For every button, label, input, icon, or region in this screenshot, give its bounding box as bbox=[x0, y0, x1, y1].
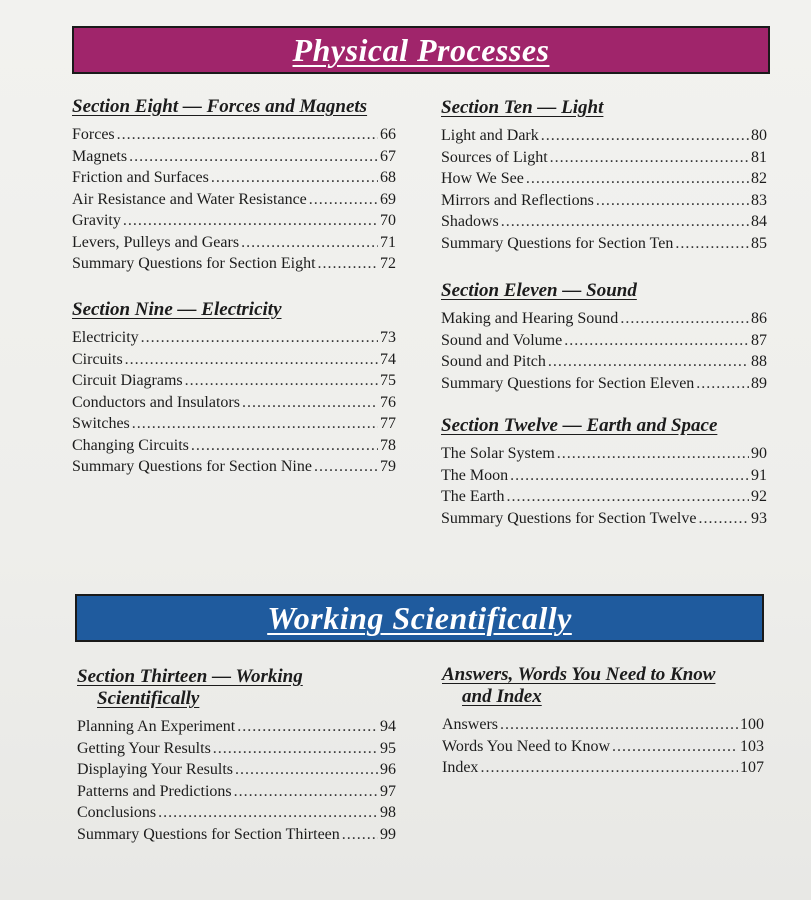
toc-entry-label: The Solar System bbox=[441, 445, 555, 462]
dot-leader bbox=[696, 373, 749, 395]
dot-leader bbox=[213, 738, 378, 760]
toc-entry-label: Magnets bbox=[72, 147, 128, 165]
toc-entry-page: 96 bbox=[380, 761, 396, 778]
toc-list bbox=[72, 124, 396, 275]
toc-entry-page: 97 bbox=[380, 782, 396, 800]
toc-entry-label: The Moon bbox=[441, 466, 509, 484]
toc-entry-page: 99 bbox=[380, 825, 396, 843]
section-title: Section Eight — Forces and Magnets bbox=[72, 96, 368, 117]
toc-entry bbox=[77, 738, 396, 760]
toc-entry-label: Summary Questions for Section Twelve bbox=[441, 509, 697, 527]
dot-leader bbox=[235, 759, 378, 781]
toc-entry-page: 66 bbox=[380, 126, 396, 143]
dot-leader bbox=[500, 714, 738, 736]
toc-entry-label: Summary Questions for Section Eight bbox=[72, 255, 316, 272]
toc-entry-label: Sources of Light bbox=[441, 148, 548, 166]
section-title bbox=[442, 664, 764, 708]
toc-entry bbox=[77, 802, 396, 824]
toc-entry-label: Sound and Pitch bbox=[441, 353, 546, 370]
dot-leader bbox=[141, 327, 378, 349]
dot-leader bbox=[596, 190, 749, 212]
dot-leader bbox=[557, 443, 749, 465]
toc-entry-label: Gravity bbox=[72, 212, 121, 229]
section-answers bbox=[442, 664, 764, 779]
dot-leader bbox=[125, 349, 378, 371]
toc-entry-label: Forces bbox=[72, 126, 115, 143]
toc-list bbox=[77, 716, 396, 845]
section-title: Section Twelve — Earth and Space bbox=[441, 415, 718, 436]
toc-entry-label: How We See bbox=[441, 170, 524, 187]
dot-leader bbox=[612, 736, 738, 758]
toc-entry-page: 73 bbox=[380, 329, 396, 346]
dot-leader bbox=[548, 351, 749, 373]
toc-entry-label: Circuit Diagrams bbox=[72, 372, 183, 389]
toc-entry-label: Electricity bbox=[72, 329, 139, 346]
toc-entry-page: 83 bbox=[751, 191, 767, 209]
toc-entry bbox=[441, 168, 767, 190]
banner-title: Physical Processes bbox=[292, 31, 550, 68]
toc-entry bbox=[77, 716, 396, 738]
toc-entry bbox=[77, 781, 396, 803]
toc-entry bbox=[72, 253, 396, 275]
toc-entry-page: 100 bbox=[740, 716, 764, 733]
section-title: Section Nine — Electricity bbox=[72, 299, 282, 320]
toc-entry-page: 95 bbox=[380, 739, 396, 757]
toc-entry-page: 76 bbox=[380, 393, 396, 411]
dot-leader bbox=[191, 435, 378, 457]
dot-leader bbox=[117, 124, 378, 146]
toc-entry-page: 80 bbox=[751, 127, 767, 144]
toc-entry-page: 81 bbox=[751, 148, 767, 166]
toc-entry bbox=[72, 232, 396, 254]
toc-entry-page: 90 bbox=[751, 445, 767, 462]
section-eleven bbox=[441, 280, 767, 394]
section-nine bbox=[72, 299, 396, 478]
working-scientifically-banner bbox=[75, 594, 764, 642]
section-title: Section Eleven — Sound bbox=[441, 280, 637, 301]
section-title: Section Ten — Light bbox=[441, 97, 604, 118]
toc-entry-page: 72 bbox=[380, 255, 396, 272]
dot-leader bbox=[132, 413, 378, 435]
toc-entry bbox=[441, 465, 767, 487]
toc-entry-page: 67 bbox=[380, 147, 396, 165]
section-thirteen bbox=[77, 666, 396, 845]
toc-entry bbox=[441, 308, 767, 330]
dot-leader bbox=[123, 210, 378, 232]
dot-leader bbox=[564, 330, 749, 352]
toc-entry-page: 82 bbox=[751, 170, 767, 187]
toc-entry bbox=[442, 714, 764, 736]
dot-leader bbox=[241, 232, 378, 254]
toc-entry bbox=[72, 456, 396, 478]
toc-entry bbox=[441, 147, 767, 169]
dot-leader bbox=[158, 802, 378, 824]
toc-entry bbox=[442, 757, 764, 779]
toc-entry-label: The Earth bbox=[441, 488, 505, 505]
toc-entry-page: 77 bbox=[380, 415, 396, 432]
section-title bbox=[77, 666, 396, 710]
toc-entry-page: 103 bbox=[740, 737, 764, 755]
toc-list bbox=[441, 308, 767, 394]
dot-leader bbox=[526, 168, 749, 190]
section-eight bbox=[72, 96, 396, 275]
toc-entry-page: 85 bbox=[751, 234, 767, 252]
toc-entry-page: 84 bbox=[751, 213, 767, 230]
toc-entry bbox=[441, 125, 767, 147]
toc-entry bbox=[441, 190, 767, 212]
toc-entry-label: Conclusions bbox=[77, 804, 157, 821]
toc-entry bbox=[442, 736, 764, 758]
toc-entry-page: 75 bbox=[380, 372, 396, 389]
dot-leader bbox=[480, 757, 738, 779]
toc-entry-label: Making and Hearing Sound bbox=[441, 310, 619, 327]
dot-leader bbox=[675, 233, 749, 255]
toc-entry-page: 86 bbox=[751, 310, 767, 327]
toc-entry-label: Summary Questions for Section Nine bbox=[72, 458, 312, 475]
toc-entry-label: Planning An Experiment bbox=[77, 718, 236, 735]
toc-entry-page: 91 bbox=[751, 466, 767, 484]
toc-entry-label: Words You Need to Know bbox=[442, 737, 611, 755]
toc-entry-label: Switches bbox=[72, 415, 130, 432]
toc-entry bbox=[441, 508, 767, 530]
dot-leader bbox=[510, 465, 749, 487]
toc-entry bbox=[441, 233, 767, 255]
section-twelve bbox=[441, 415, 767, 529]
dot-leader bbox=[129, 146, 378, 168]
toc-entry-label: Air Resistance and Water Resistance bbox=[72, 190, 307, 208]
toc-entry-label: Summary Questions for Section Ten bbox=[441, 234, 674, 252]
toc-entry-page: 98 bbox=[380, 804, 396, 821]
dot-leader bbox=[237, 716, 378, 738]
dot-leader bbox=[501, 211, 749, 233]
dot-leader bbox=[342, 824, 378, 846]
toc-entry bbox=[72, 210, 396, 232]
section-title-line1: Section Thirteen — Working bbox=[77, 666, 303, 687]
toc-entry-page: 107 bbox=[740, 759, 764, 776]
toc-entry-label: Sound and Volume bbox=[441, 331, 563, 349]
toc-entry-page: 88 bbox=[751, 353, 767, 370]
toc-entry-label: Summary Questions for Section Eleven bbox=[441, 374, 695, 392]
toc-entry bbox=[72, 413, 396, 435]
toc-entry-label: Answers bbox=[442, 716, 498, 733]
toc-entry-label: Displaying Your Results bbox=[77, 761, 234, 778]
dot-leader bbox=[318, 253, 378, 275]
toc-entry-label: Conductors and Insulators bbox=[72, 393, 240, 411]
toc-entry-page: 74 bbox=[380, 350, 396, 368]
dot-leader bbox=[309, 189, 378, 211]
section-ten bbox=[441, 97, 767, 254]
toc-list bbox=[441, 443, 767, 529]
dot-leader bbox=[507, 486, 749, 508]
toc-entry-page: 93 bbox=[751, 509, 767, 527]
section-title-line2: and Index bbox=[462, 686, 542, 707]
toc-entry bbox=[72, 327, 396, 349]
toc-entry-label: Index bbox=[442, 759, 479, 776]
physical-processes-banner bbox=[72, 26, 770, 74]
toc-entry bbox=[72, 435, 396, 457]
dot-leader bbox=[550, 147, 749, 169]
dot-leader bbox=[242, 392, 378, 414]
toc-entry-label: Friction and Surfaces bbox=[72, 169, 209, 186]
toc-entry-page: 89 bbox=[751, 374, 767, 392]
toc-entry-label: Patterns and Predictions bbox=[77, 782, 232, 800]
toc-entry bbox=[441, 443, 767, 465]
toc-entry bbox=[72, 349, 396, 371]
toc-entry-page: 71 bbox=[380, 233, 396, 251]
dot-leader bbox=[541, 125, 749, 147]
toc-entry bbox=[441, 211, 767, 233]
toc-entry-page: 70 bbox=[380, 212, 396, 229]
dot-leader bbox=[698, 508, 749, 530]
toc-entry bbox=[72, 189, 396, 211]
toc-entry-page: 78 bbox=[380, 436, 396, 454]
toc-entry-page: 79 bbox=[380, 458, 396, 475]
toc-entry-label: Mirrors and Reflections bbox=[441, 191, 594, 209]
dot-leader bbox=[314, 456, 378, 478]
dot-leader bbox=[185, 370, 378, 392]
toc-entry bbox=[72, 146, 396, 168]
toc-entry bbox=[441, 351, 767, 373]
toc-list bbox=[442, 714, 764, 779]
toc-entry bbox=[72, 392, 396, 414]
toc-entry-label: Light and Dark bbox=[441, 127, 539, 144]
dot-leader bbox=[211, 167, 378, 189]
toc-entry bbox=[441, 373, 767, 395]
banner-title: Working Scientifically bbox=[267, 599, 572, 636]
toc-entry-label: Changing Circuits bbox=[72, 436, 189, 454]
toc-entry bbox=[441, 330, 767, 352]
toc-entry-page: 68 bbox=[380, 169, 396, 186]
toc-entry bbox=[72, 124, 396, 146]
toc-entry-label: Circuits bbox=[72, 350, 123, 368]
toc-entry bbox=[72, 167, 396, 189]
toc-entry-label: Summary Questions for Section Thirteen bbox=[77, 825, 340, 843]
section-title-line2: Scientifically bbox=[97, 688, 200, 709]
dot-leader bbox=[234, 781, 378, 803]
toc-entry-page: 94 bbox=[380, 718, 396, 735]
dot-leader bbox=[620, 308, 749, 330]
toc-entry bbox=[77, 759, 396, 781]
section-title-line1: Answers, Words You Need to Know bbox=[442, 664, 716, 685]
toc-entry-page: 92 bbox=[751, 488, 767, 505]
toc-list bbox=[441, 125, 767, 254]
toc-entry-label: Levers, Pulleys and Gears bbox=[72, 233, 240, 251]
toc-entry-label: Shadows bbox=[441, 213, 499, 230]
toc-entry-page: 69 bbox=[380, 190, 396, 208]
toc-entry bbox=[72, 370, 396, 392]
toc-list bbox=[72, 327, 396, 478]
toc-entry-page: 87 bbox=[751, 331, 767, 349]
toc-entry-label: Getting Your Results bbox=[77, 739, 211, 757]
toc-entry bbox=[77, 824, 396, 846]
toc-entry bbox=[441, 486, 767, 508]
